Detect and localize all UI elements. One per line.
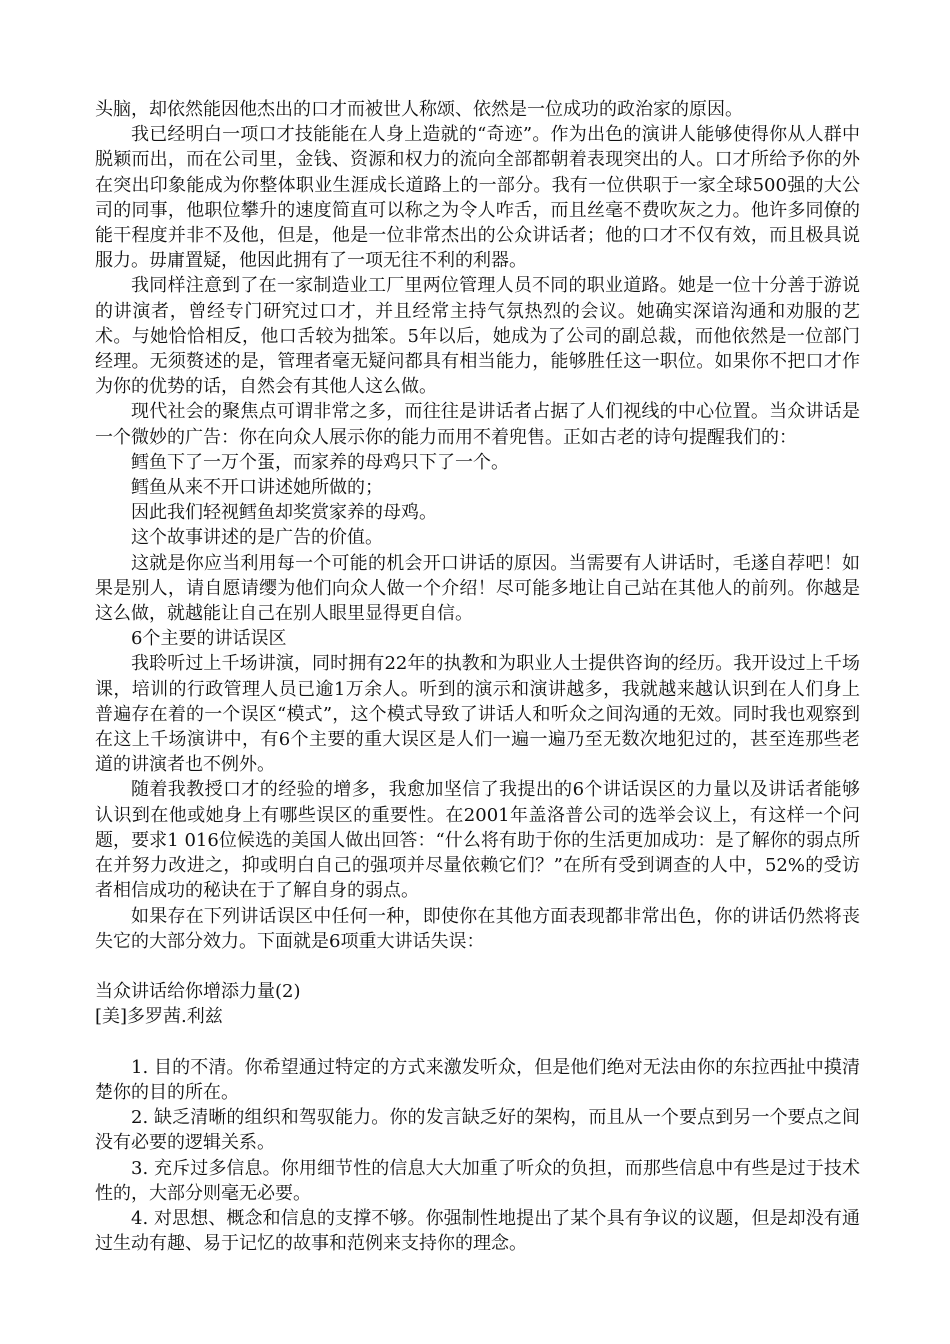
paragraph: 如果存在下列讲话误区中任何一种，即使你在其他方面表现都非常出色，你的讲话仍然将丧失它的大部分效力。下面就是6项重大讲话失误： — [95, 905, 860, 952]
paragraph: 我聆听过上千场讲演，同时拥有22年的执教和为职业人士提供咨询的经历。我开设过上千场课，培训的行政管理人员已逾1万余人。听到的演示和演讲越多，我就越来越认识到在人们身上普遍存在着的一个误区“模式”，这个模式导致了讲话人和听众之间沟通的无效。同时我也观察到在这上千场演讲中，有6个主要的重大误区是人们一遍一遍乃至无数次地犯过的，甚至连那些老道的讲演者也不例外。 — [95, 653, 860, 776]
list-item: 3. 充斥过多信息。你用细节性的信息大大加重了听众的负担，而那些信息中有些是过于技术性的，大部分则毫无必要。 — [95, 1157, 860, 1204]
paragraph: 现代社会的聚焦点可谓非常之多，而往往是讲话者占据了人们视线的中心位置。当众讲话是一个微妙的广告：你在向众人展示你的能力而用不着兜售。正如古老的诗句提醒我们的： — [95, 401, 860, 448]
poem-line: 鳕鱼从来不开口讲述她所做的； — [131, 477, 383, 499]
paragraph: 我已经明白一项口才技能能在人身上造就的“奇迹”。作为出色的演讲人能够使得你从人群中脱颖而出，而在公司里，金钱、资源和权力的流向全部都朝着表现突出的人。口才所给予你的外在突出印象能成为你整体职业生涯成长道路上的一部分。我有一位供职于一家全球500强的大公司的同事，他职位攀升的速度简直可以称之为令人咋舌，而且丝毫不费吹灰之力。他许多同僚的能干程度并非不及他，但是，他是一位非常杰出的公众讲话者；他的口才不仅有效，而且极具说服力。毋庸置疑，他因此拥有了一项无往不利的利器。 — [95, 124, 860, 272]
article-author: [美]多罗茜.利兹 — [95, 1006, 223, 1028]
list-item: 4. 对思想、概念和信息的支撑不够。你强制性地提出了某个具有争议的议题，但是却没有通过生动有趣、易于记忆的故事和范例来支持你的理念。 — [95, 1207, 860, 1255]
paragraph: 我同样注意到了在一家制造业工厂里两位管理人员不同的职业道路。她是一位十分善于游说的讲演者，曾经专门研究过口才，并且经常主持气氛热烈的会议。她确实深谙沟通和劝服的艺术。与她恰恰相反，他口舌较为拙笨。5年以后，她成为了公司的副总裁，而他依然是一位部门经理。无须赘述的是，管理者毫无疑问都具有相当能力，能够胜任这一职位。如果你不把口才作为你的优势的话，自然会有其他人这么做。 — [95, 275, 860, 398]
article-title: 当众讲话给你增添力量(2) — [95, 981, 301, 1003]
paragraph: 这个故事讲述的是广告的价值。 — [131, 527, 383, 549]
poem-line: 因此我们轻视鳕鱼却奖赏家养的母鸡。 — [131, 502, 437, 524]
paragraph: 这就是你应当利用每一个可能的机会开口讲话的原因。当需要有人讲话时，毛遂自荐吧！如果是别人，请自愿请缨为他们向众人做一个介绍！尽可能多地让自己站在其他人的前列。你越是这么做，就越能让自己在别人眼里显得更自信。 — [95, 552, 860, 625]
list-item: 2. 缺乏清晰的组织和驾驭能力。你的发言缺乏好的架构，而且从一个要点到另一个要点之间没有必要的逻辑关系。 — [95, 1107, 860, 1154]
poem-line: 鳕鱼下了一万个蛋，而家养的母鸡只下了一个。 — [131, 451, 509, 473]
list-item: 1. 目的不清。你希望通过特定的方式来激发听众，但是他们绝对无法由你的东拉西扯中摸清楚你的目的所在。 — [95, 1056, 860, 1103]
paragraph: 随着我教授口才的经验的增多，我愈加坚信了我提出的6个讲话误区的力量以及讲话者能够认识到在他或她身上有哪些误区的重要性。在2001年盖洛普公司的选举会议上，有这样一个问题，要求1 016位候选的美国人做出回答：“什么将有助于你的生活更加成功：是了解你的弱点所在并努力改进之，抑或明白自己的强项并尽量依赖它们？”在所有受到调查的人中，52%的受访者相信成功的秘诀在于了解自身的弱点。 — [95, 779, 860, 902]
document-page — [95, 97, 860, 1256]
paragraph: 头脑，却依然能因他杰出的口才而被世人称颂、依然是一位成功的政治家的原因。 — [95, 99, 743, 120]
section-heading: 6个主要的讲话误区 — [131, 628, 287, 650]
